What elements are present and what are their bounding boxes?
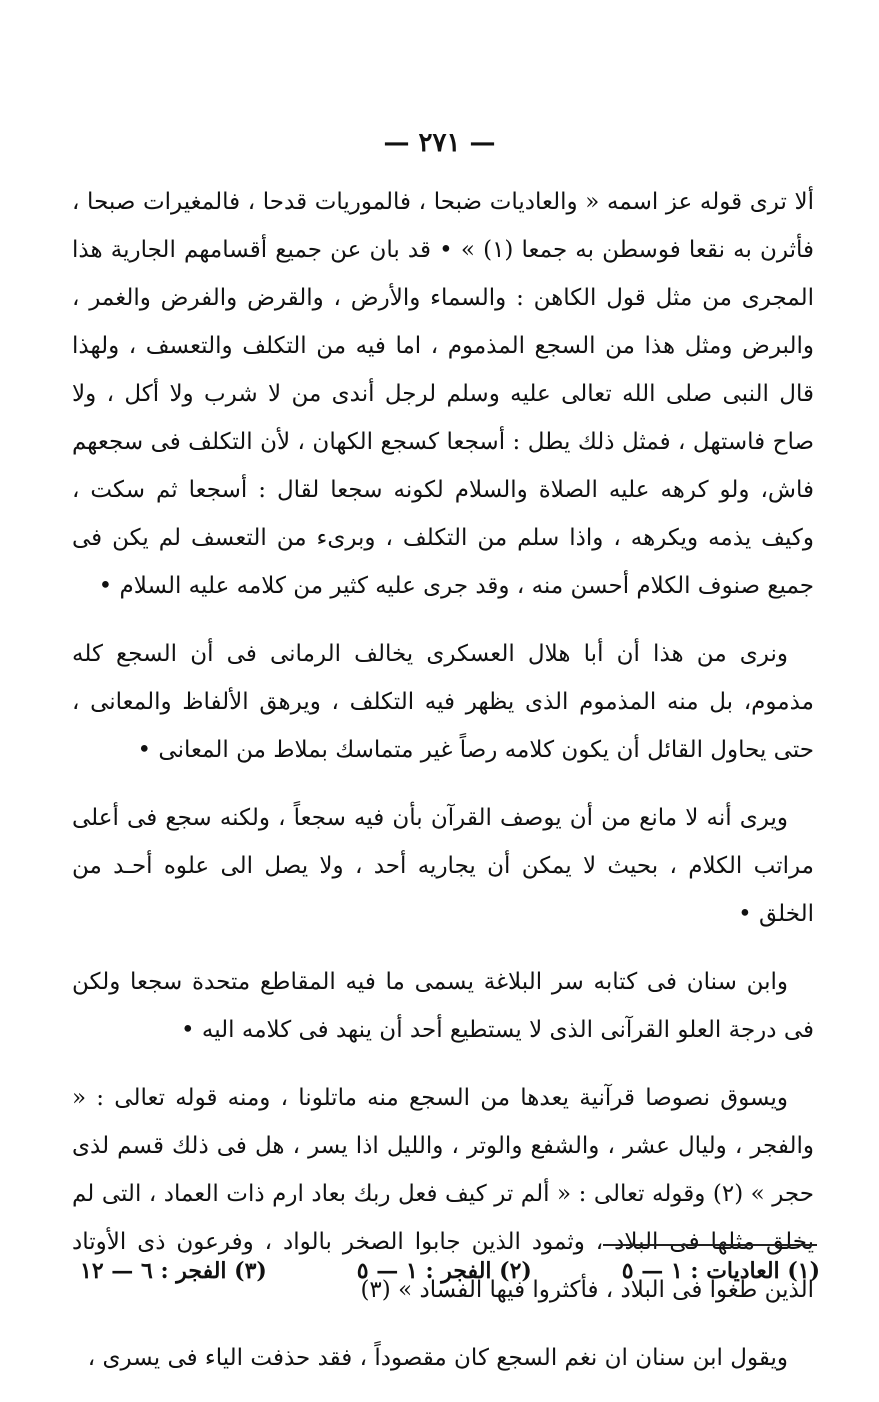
body-text (72, 178, 814, 1402)
paragraph-3: ويرى أنه لا مانع من أن يوصف القرآن بأن فيه سجعاً ، ولكنه سجع فى أعلى مراتب الكلام ، بحيث لا يمكن أن يجاريه أحد ، ولا يصل الى علوه أحـد من الخلق • (72, 805, 814, 927)
paragraph-6: ويقول ابن سنان ان نغم السجع كان مقصوداً ، فقد حذفت الياء فى يسرى ، (87, 1345, 788, 1371)
paragraph-4: وابن سنان فى كتابه سر البلاغة يسمى ما فيه المقاطع متحدة سجعا ولكن فى درجة العلو القرآنى الذى لا يستطيع أحد أن ينهد فى كلامه اليه • (72, 969, 814, 1043)
footnotes (80, 1258, 820, 1284)
footnote-3: (٣) الفجر : ٦ — ١٢ (80, 1258, 267, 1284)
footnote-separator (603, 1244, 817, 1246)
paragraph-2: ونرى من هذا أن أبا هلال العسكرى يخالف الرمانى فى أن السجع كله مذموم، بل منه المذموم الذى يظهر فيه التكلف ، ويرهق الألفاظ والمعانى ، حتى يحاول القائل أن يكون كلامه رصاً غير متماسك بملاط من المعانى • (72, 641, 814, 763)
footnote-1: (١) العاديات : ١ — ٥ (621, 1258, 820, 1284)
paragraph-1: ألا ترى قوله عز اسمه « والعاديات ضبحا ، فالموريات قدحا ، فالمغيرات صبحا ، فأثرن به نقعا فوسطن به جمعا (١) » • قد بان عن جميع أقسامهم الجارية هذا المجرى من مثل قول الكاهن : والسماء والأرض ، والقرض والفرض والغمر ، والبرض ومثل هذا من السجع المذموم ، اما فيه من التكلف والتعسف ، ولهذا قال النبى صلى الله تعالى عليه وسلم لرجل أندى من لا شرب ولا أكل ، ولا صاح فاستهل ، فمثل ذلك يطل : أسجعا كسجع الكهان ، لأن التكلف فى سجعهم فاش، ولو كرهه عليه الصلاة والسلام لكونه سجعا لقال : أسجعا ثم سكت ، وكيف يذمه ويكرهه ، واذا سلم من التكلف ، وبرىء من التعسف لم يكن فى جميع صنوف الكلام أحسن منه ، وقد جرى عليه كثير من كلامه عليه السلام • (72, 189, 815, 599)
page-number: — ٢٧١ — (383, 128, 496, 158)
paragraph-5: ويسوق نصوصا قرآنية يعدها من السجع منه ماتلونا ، ومنه قوله تعالى : « والفجر ، وليال عشر ، والشفع والوتر ، والليل اذا يسر ، هل فى ذلك قسم لذى حجر » (٢) وقوله تعالى : « ألم تر كيف فعل ربك بعاد ارم ذات العماد ، التى لم يخلق مثلها فى البلاد ، وثمود الذين جابوا الصخر بالواد ، وفرعون ذى الأوتاد الذين طغوا فى البلاد ، فأكثروا فيها الفساد » (٣) (72, 1085, 814, 1303)
footnote-2: (٢) الفجر : ١ — ٥ (356, 1258, 532, 1284)
